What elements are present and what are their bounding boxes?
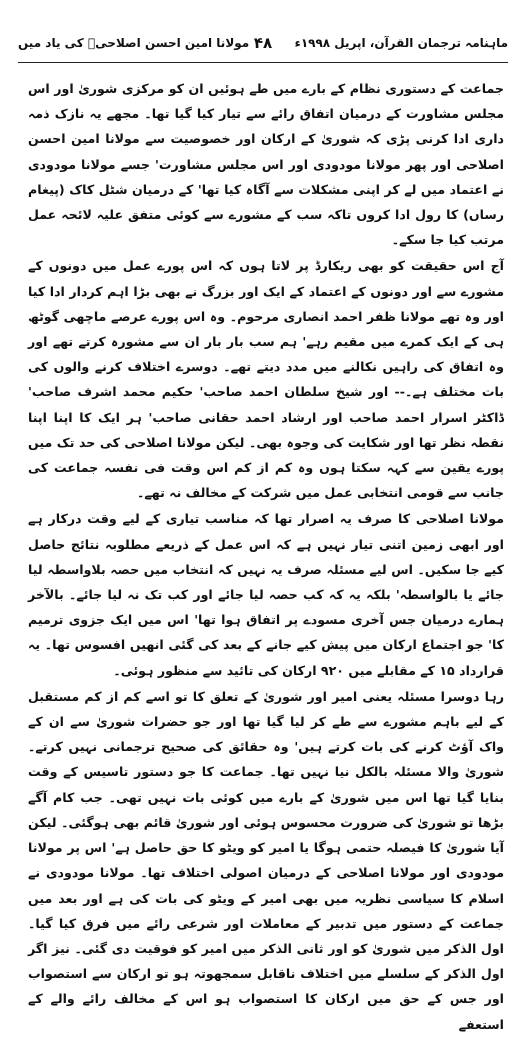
- running-head-magazine: ماہنامہ ترجمان القرآن، اپریل ۱۹۹۸ء: [294, 36, 508, 50]
- page-number: ۴۸: [253, 34, 273, 52]
- paragraph: رہا دوسرا مسئلہ یعنی امیر اور شوریٰ کے تعلق کا تو اسے کم از کم مستقبل کے لیے باہم مشورے سے طے کر لیا گیا تھا اور جو حضرات شوریٰ سے ان کے واک آؤٹ کرنے کی بات کرتے ہیں' وہ حقائق کی صحیح ترجمانی نہیں کرتے۔ شوریٰ والا مسئلہ بالکل نیا نہیں تھا۔ جماعت کا جو دستور تاسیس کے وقت بنایا گیا تھا اس میں شوریٰ کے بارے میں کوئی بات نہیں تھی۔ جب کام آگے بڑھا تو شوریٰ کی ضرورت محسوس ہوئی اور شوریٰ قائم بھی ہوگئی۔ لیکن آیا شوریٰ کا فیصلہ حتمی ہوگا یا امیر کو ویٹو کا حق حاصل ہے' اس پر مولانا مودودی اور مولانا اصلاحی کے درمیان اصولی اختلاف تھا۔ مولانا مودودی نے اسلام کا سیاسی نظریہ میں بھی امیر کے ویٹو کی بات کی ہے اور بعد میں جماعت کے دستور میں تدبیر کے معاملات اور شرعی رائے میں فرق کیا گیا۔ اول الذکر میں شوریٰ کو اور ثانی الذکر میں امیر کو فوقیت دی گئی۔ نیز اگر اول الذکر کے سلسلے میں اختلاف ناقابل سمجھوتہ ہو تو ارکان سے استصواب اور جس کے حق میں ارکان کا استصواب ہو اس کے مخالف رائے والے کے استعفے: [28, 688, 504, 1032]
- paragraph: آج اس حقیقت کو بھی ریکارڈ پر لاتا ہوں کہ اس پورے عمل میں دونوں کے مشورے سے اور دونوں کے اعتماد کے ایک اور بزرگ نے بھی بڑا اہم کردار ادا کیا اور وہ تھے مولانا ظفر احمد انصاری مرحوم۔ وہ اس پورے عرصے ماچھی گوٹھ ہی کے ایک کمرے میں مقیم رہے' ہم سب بار بار ان سے مشورہ کرتے تھے اور وہ اتفاق کی راہیں نکالنے میں مدد دیتے تھے۔ دوسرے اختلاف کرنے والوں کی بات مختلف ہے۔-- اور شیخ سلطان احمد صاحب' حکیم محمد اشرف صاحب' ڈاکٹر اسرار احمد صاحب اور ارشاد احمد حقانی صاحب' ہر ایک کا اپنا اپنا نقطہ نظر تھا اور شکایت کی وجوہ بھی۔ لیکن مولانا اصلاحی کی حد تک میں پورے یقین سے کہہ سکتا ہوں وہ کم از کم اس وقت فی نفسہ جماعت کی جانب سے قومی انتخابی عمل میں شرکت کے مخالف نہ تھے۔: [28, 258, 504, 501]
- article-body: [28, 76, 504, 1037]
- page-header: [18, 32, 508, 58]
- header-divider: [18, 62, 508, 63]
- paragraph: جماعت کے دستوری نظام کے بارے میں طے ہوئیں ان کو مرکزی شوریٰ اور اس مجلس مشاورت کے درمیان اتفاق رائے سے تیار کیا گیا تھا۔ مجھے یہ نازک ذمہ داری ادا کرنی پڑی کہ شوریٰ کے ارکان اور خصوصیت سے مولانا امین احسن اصلاحی اور پھر مولانا مودودی اور اس مجلس مشاورت' جسے مولانا مودودی نے اعتماد میں لے کر اپنی مشکلات سے آگاہ کیا تھا' کے درمیان شٹل کاک (پیغام رساں) کا رول ادا کروں تاکہ سب کے مشورے سے کوئی متفق علیہ لائحہ عمل مرتب کیا جا سکے۔: [28, 81, 504, 248]
- running-head-subject: مولانا امین احسن اصلاحیؒ کی یاد میں: [18, 36, 250, 50]
- paragraph: مولانا اصلاحی کا صرف یہ اصرار تھا کہ مناسب تیاری کے لیے وقت درکار ہے اور ابھی زمین اتنی تیار نہیں ہے کہ اس عمل کے ذریعے مطلوبہ نتائج حاصل کیے جا سکیں۔ اس لیے مسئلہ صرف یہ نہیں کہ انتخاب میں حصہ بلاواسطہ لیا جائے یا بالواسطہ' بلکہ یہ کہ کب حصہ لیا جائے اور کب تک نہ لیا جائے۔ بالآخر ہمارے درمیان جس آخری مسودے پر اتفاق ہوا تھا' اس میں ایک جزوی ترمیم کا' جو اجتماع ارکان میں پیش کیے جانے کے بعد کی گئی انھیں افسوس تھا۔ یہ قرارداد ۱۵ کے مقابلے میں ۹۲۰ ارکان کی تائید سے منظور ہوئی۔: [28, 511, 504, 678]
